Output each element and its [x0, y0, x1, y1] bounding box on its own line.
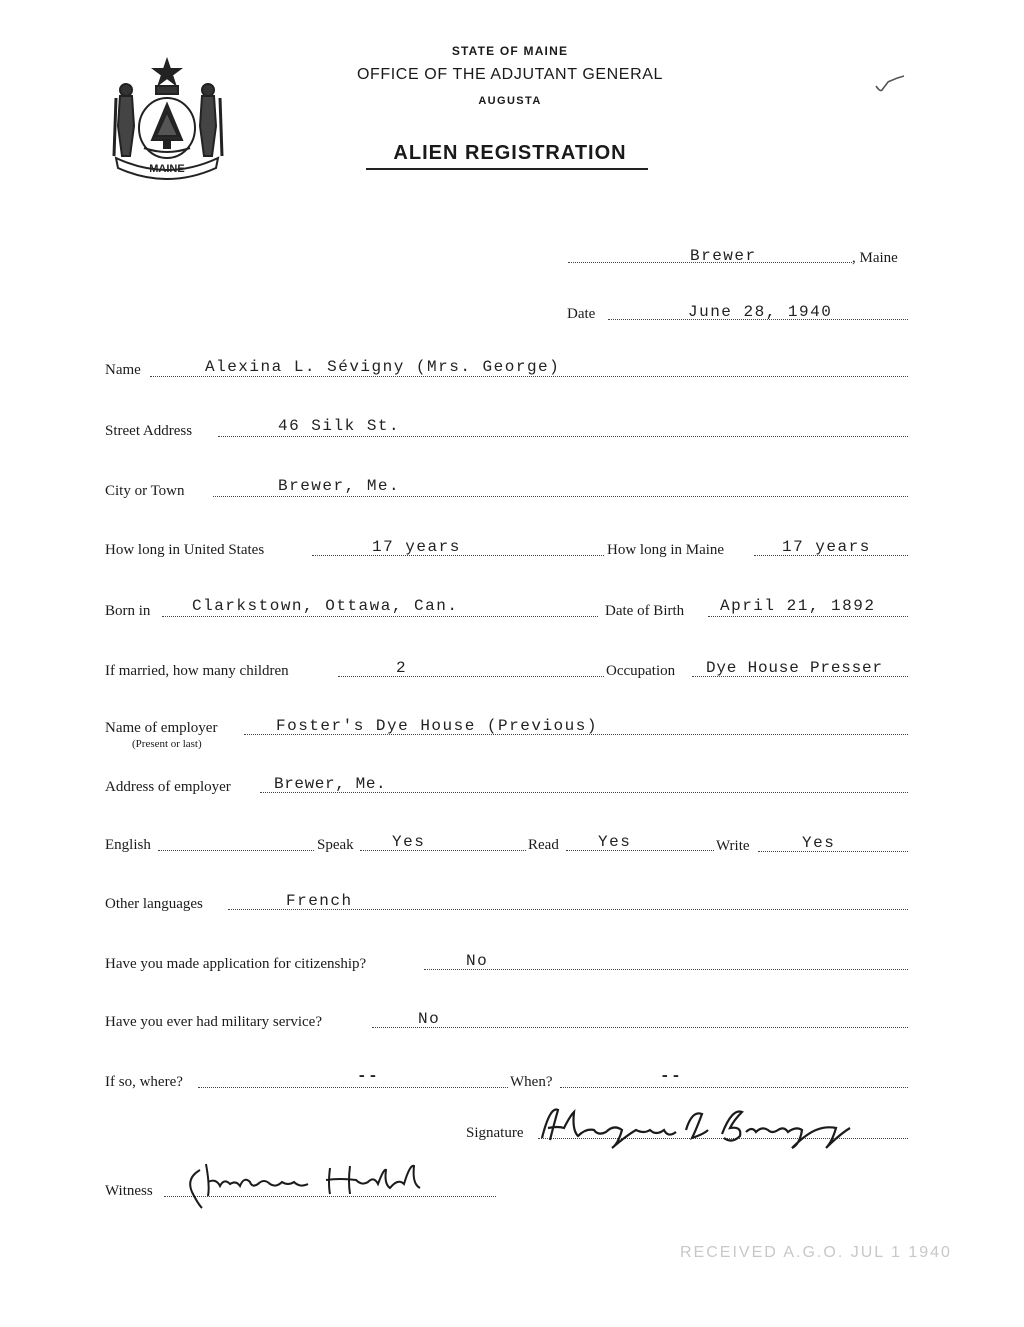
- citizenship-label: Have you made application for citizenship?: [105, 956, 367, 972]
- how-long-maine-label: How long in Maine: [607, 542, 725, 558]
- english-line: [158, 850, 314, 851]
- born-in-label: Born in: [105, 603, 151, 619]
- signature-label: Signature: [466, 1125, 524, 1141]
- street-label: Street Address: [105, 423, 193, 439]
- place-suffix: , Maine: [852, 250, 898, 266]
- state-heading: STATE OF MAINE: [451, 44, 569, 58]
- title-underline: [366, 168, 648, 170]
- how-long-us-value: 17 years: [372, 538, 461, 556]
- city-town-label: City or Town: [105, 483, 185, 499]
- date-label: Date: [567, 306, 596, 322]
- maine-state-seal-icon: [108, 56, 226, 180]
- employer-label: Name of employer: [105, 720, 218, 736]
- place-value: Brewer: [690, 247, 757, 265]
- name-label: Name: [105, 362, 141, 378]
- received-stamp: RECEIVED A.G.O. JUL 1 1940: [680, 1244, 952, 1261]
- name-value: Alexina L. Sévigny (Mrs. George): [205, 358, 561, 376]
- write-label: Write: [716, 838, 750, 854]
- speak-value: Yes: [392, 833, 426, 851]
- when-label: When?: [510, 1074, 553, 1090]
- city-town-line: [213, 496, 908, 497]
- other-languages-value: French: [286, 892, 353, 910]
- date-value: June 28, 1940: [688, 303, 833, 321]
- check-mark-icon: [874, 74, 906, 94]
- children-label: If married, how many children: [105, 663, 289, 679]
- when-line: [560, 1087, 908, 1088]
- children-value: 2: [396, 659, 408, 677]
- read-value: Yes: [598, 833, 632, 851]
- street-line: [218, 436, 908, 437]
- svg-text:MAINE: MAINE: [149, 163, 185, 175]
- occupation-label: Occupation: [606, 663, 676, 679]
- speak-label: Speak: [317, 837, 354, 853]
- write-value: Yes: [802, 834, 836, 852]
- english-label: English: [105, 837, 151, 853]
- where-value: --: [357, 1067, 380, 1085]
- where-label: If so, where?: [105, 1074, 183, 1090]
- born-in-line: [162, 616, 598, 617]
- dob-label: Date of Birth: [605, 603, 685, 619]
- city-heading: AUGUSTA: [478, 95, 542, 107]
- form-title: ALIEN REGISTRATION: [393, 142, 627, 164]
- read-label: Read: [528, 837, 559, 853]
- street-value: 46 Silk St.: [278, 417, 401, 435]
- dob-value: April 21, 1892: [720, 597, 876, 615]
- military-label: Have you ever had military service?: [105, 1014, 322, 1030]
- born-in-value: Clarkstown, Ottawa, Can.: [192, 597, 459, 615]
- office-heading: OFFICE OF THE ADJUTANT GENERAL: [356, 66, 664, 83]
- employer-value: Foster's Dye House (Previous): [276, 717, 598, 735]
- read-line: [566, 850, 714, 851]
- other-languages-label: Other languages: [105, 896, 203, 912]
- children-line: [338, 676, 604, 677]
- citizenship-line: [424, 969, 908, 970]
- witness-label: Witness: [105, 1183, 153, 1199]
- where-line: [198, 1087, 508, 1088]
- military-line: [372, 1027, 908, 1028]
- citizenship-value: No: [466, 952, 489, 970]
- how-long-us-label: How long in United States: [105, 542, 265, 558]
- employer-address-value: Brewer, Me.: [274, 775, 387, 793]
- how-long-maine-value: 17 years: [782, 538, 871, 556]
- dob-line: [708, 616, 908, 617]
- occupation-value: Dye House Presser: [706, 659, 883, 677]
- when-value: --: [660, 1067, 683, 1085]
- employer-sublabel: (Present or last): [132, 738, 202, 750]
- employer-address-label: Address of employer: [105, 779, 231, 795]
- city-town-value: Brewer, Me.: [278, 477, 401, 495]
- speak-line: [360, 850, 526, 851]
- witness-handwriting: [180, 1156, 430, 1214]
- signature-handwriting: [536, 1100, 856, 1152]
- military-value: No: [418, 1010, 441, 1028]
